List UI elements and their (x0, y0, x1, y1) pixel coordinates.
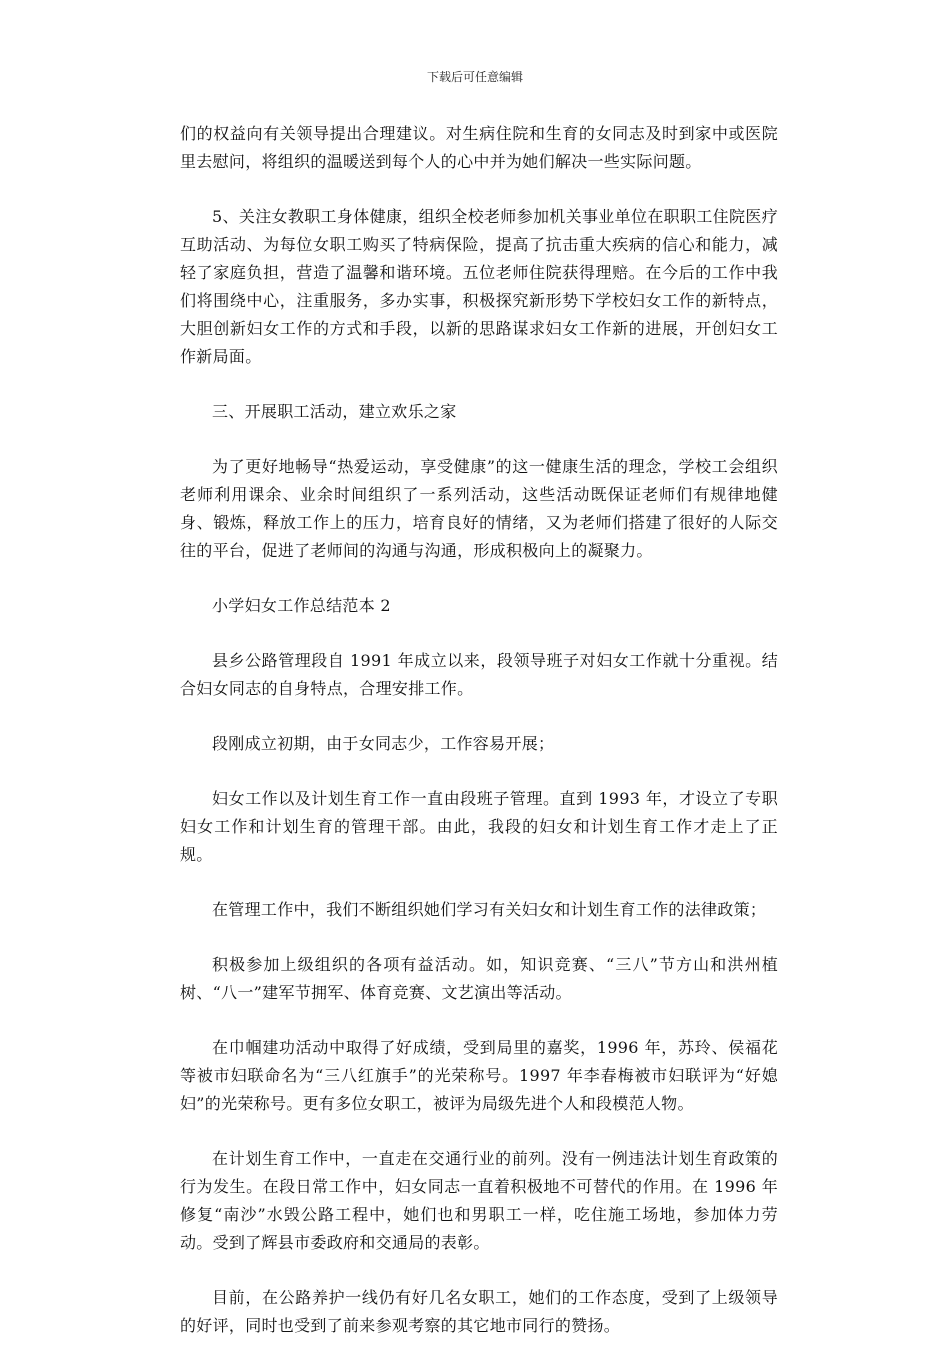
page-header: 下载后可任意编辑 (426, 70, 523, 84)
paragraph-10: 积极参加上级组织的各项有益活动。如，知识竞赛、“三八”节方山和洪州植树、“八一”建军节拥军、体育竞赛、文艺演出等活动。 (180, 955, 778, 1002)
section-heading-3: 三、开展职工活动，建立欢乐之家 (212, 402, 457, 421)
paragraph-4: 为了更好地畅导“热爱运动，享受健康”的这一健康生活的理念，学校工会组织老师利用课余、业余时间组织了一系列活动，这些活动既保证老师们有规律地健身、锻炼，释放工作上的压力，培育良好的情绪，又为老师们搭建了很好的人际交往的平台，促进了老师间的沟通与沟通，形成积极向上的凝聚力。 (180, 457, 778, 560)
paragraph-12: 在计划生育工作中，一直走在交通行业的前列。没有一例违法计划生育政策的行为发生。在段日常工作中，妇女同志一直着积极地不可替代的作用。在 1996 年修复“南沙”水毁公路工程中，她们也和男职工一样，吃住施工场地，参加体力劳动。受到了辉县市委政府和交通局的表彰。 (180, 1149, 778, 1252)
paragraph-1: 们的权益向有关领导提出合理建议。对生病住院和生育的女同志及时到家中或医院里去慰问，将组织的温暖送到每个人的心中并为她们解决一些实际问题。 (180, 124, 778, 171)
document-body (180, 120, 778, 1367)
paragraph-13: 目前，在公路养护一线仍有好几名女职工，她们的工作态度，受到了上级领导的好评，同时也受到了前来参观考察的其它地市同行的赞扬。 (180, 1288, 778, 1335)
paragraph-11: 在巾帼建功活动中取得了好成绩，受到局里的嘉奖，1996 年，苏玲、侯福花等被市妇联命名为“三八红旗手”的光荣称号。1997 年李春梅被市妇联评为“好媳妇”的光荣称号。更有多位女职工，被评为局级先进个人和段模范人物。 (180, 1038, 778, 1113)
paragraph-9: 在管理工作中，我们不断组织她们学习有关妇女和计划生育工作的法律政策； (212, 900, 767, 919)
paragraph-8: 妇女工作以及计划生育工作一直由段班子管理。直到 1993 年，才设立了专职妇女工作和计划生育的管理干部。由此，我段的妇女和计划生育工作才走上了正规。 (180, 789, 778, 864)
document-title-2: 小学妇女工作总结范本 2 (212, 596, 391, 615)
paragraph-2: 5、关注女教职工身体健康，组织全校老师参加机关事业单位在职职工住院医疗互助活动、为每位女职工购买了特病保险，提高了抗击重大疾病的信心和能力，减轻了家庭负担，营造了温馨和谐环境。五位老师住院获得理赔。在今后的工作中我们将围绕中心，注重服务，多办实事，积极探究新形势下学校妇女工作的新特点，大胆创新妇女工作的方式和手段，以新的思路谋求妇女工作新的进展，开创妇女工作新局面。 (180, 207, 778, 366)
paragraph-6: 县乡公路管理段自 1991 年成立以来，段领导班子对妇女工作就十分重视。结合妇女同志的自身特点，合理安排工作。 (180, 651, 778, 698)
paragraph-7: 段刚成立初期，由于女同志少，工作容易开展； (212, 734, 555, 753)
